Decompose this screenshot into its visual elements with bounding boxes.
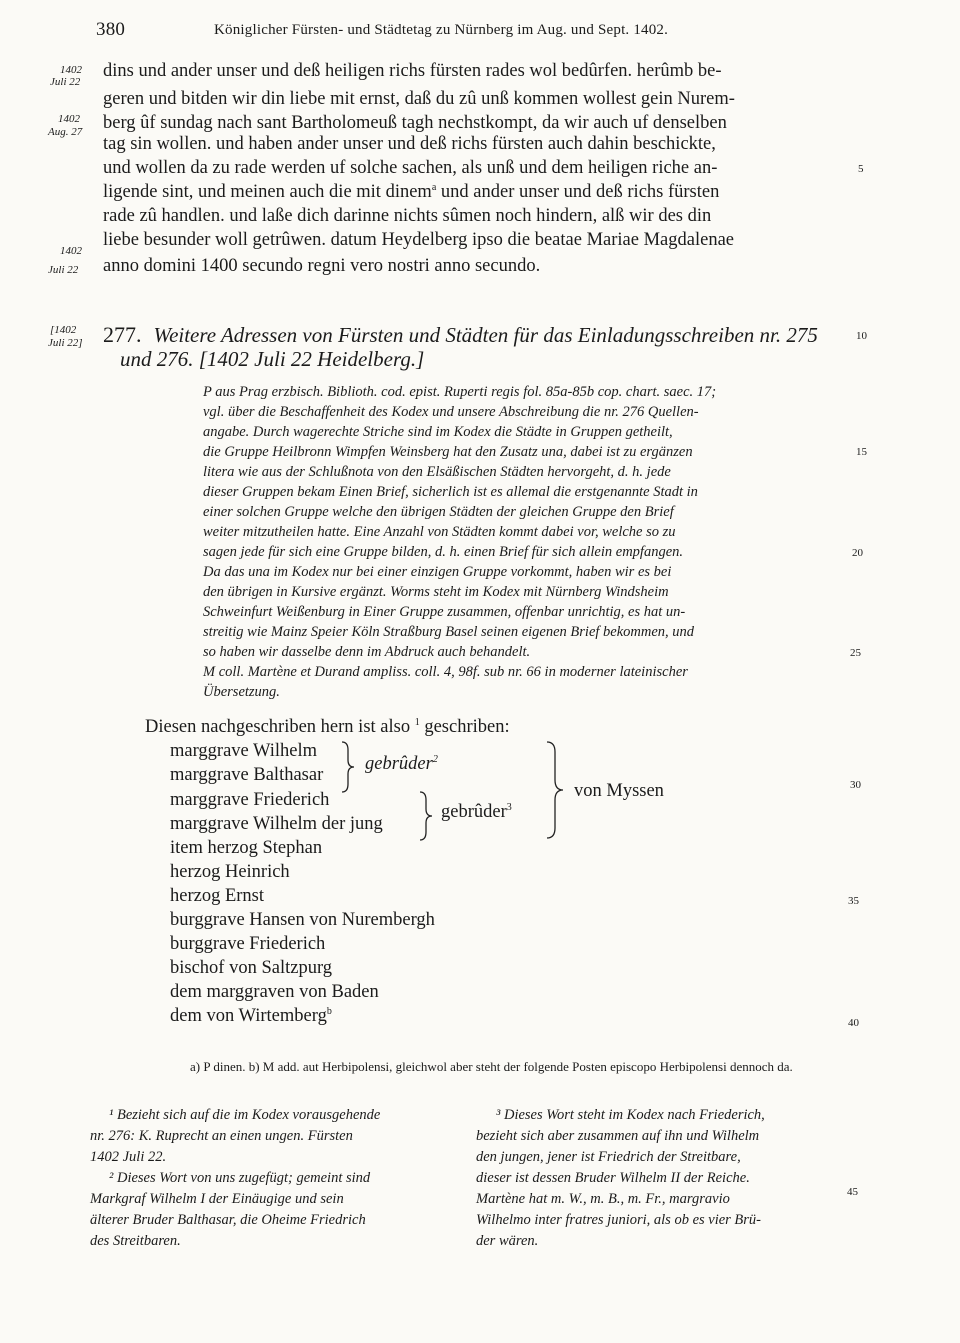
document-heading [103,322,818,348]
apparatus-note: a) P dinen. b) M add. aut Herbipolensi, gleichwol aber steht der folgende Posten episcopo Herbipolensi dennoch da. [190,1059,793,1074]
margin-date: Juli 22 [50,76,81,88]
margin-date: 1402 [60,64,82,76]
source-note: den übrigen in Kursive ergänzt. Worms steht im Kodex mit Nürnberg Windsheim [203,584,669,600]
text-line: geren und bitden wir din liebe mit ernst, daß du zû unß kommen wollest gein Nurem- [103,89,735,109]
source-note: einer solchen Gruppe welche den übrigen Städten der gleichen Gruppe den Brief [203,504,674,520]
margin-date: Juli 22] [48,337,83,349]
source-note: Übersetzung. [203,684,280,700]
addressee: marggrave Friederich [170,790,330,810]
text-line: tag sin wollen. und haben ander unser und deß richs fürsten auch dahin beschickte, [103,134,716,154]
source-note: M coll. Martène et Durand ampliss. coll. 4, 98f. sub nr. 66 in moderner lateinischer [203,664,688,680]
source-note: angabe. Durch wagerechte Striche sind im Kodex die Städte in Gruppen getheilt, [203,424,673,440]
addressee [170,1006,332,1027]
bracket-label-text: gebrûder [365,754,433,774]
source-note: sagen jede für sich eine Gruppe bilden, d. h. einen Brief für sich allein empfangen. [203,544,684,560]
footnote-mark: 2 [432,753,438,765]
text-segment: und ander unser und deß richs fürsten [440,182,720,202]
line-number: 45 [847,1186,858,1198]
brace-small-2 [414,788,444,844]
footnote-right: Martène hat m. W., m. B., m. Fr., margravio [476,1191,730,1207]
page-number: 380 [96,19,126,40]
footnote-left: älterer Bruder Balthasar, die Oheime Friedrich [90,1212,366,1228]
footnote-right: bezieht sich aber zusammen auf ihn und Wilhelm [476,1128,760,1144]
addressee: bischof von Saltzpurg [170,958,333,978]
document-title: Weitere Adressen von Fürsten und Städten für das Einladungsschreiben nr. 275 [153,323,818,347]
source-note: P aus Prag erzbisch. Biblioth. cod. epist. Ruperti regis fol. 85a-85b cop. chart. saec. 17; [203,384,717,400]
addressee: marggrave Wilhelm der jung [170,814,383,834]
line-number: 5 [858,163,864,175]
text-line: und wollen da zu rade werden uf solche sachen, als unß und dem heiligen riche an- [103,158,718,178]
line-number: 35 [848,895,859,907]
footnote-left: Markgraf Wilhelm I der Einäugige und sein [90,1191,344,1207]
apparatus-mark: b [326,1005,332,1017]
bracket-label-text: gebrûder [441,802,507,822]
source-note: Schweinfurt Weißenburg in Einer Gruppe zusammen, offenbar unrichtig, es hat un- [203,604,686,620]
line-number: 10 [856,330,867,342]
source-note: weiter mitzutheilen hatte. Eine Anzahl von Städten kommt dabei vor, welche so zu [203,524,676,540]
addressee: dem marggraven von Baden [170,982,379,1002]
document-number: 277. [103,322,142,347]
text-line: dins und ander unser und deß heiligen richs fürsten rades wol bedûrfen. herûmb be- [103,61,722,81]
bracket-label-gebrueder-2 [365,754,438,775]
footnote-right: Wilhelmo inter fratres juniori, als ob es vier Brü- [476,1212,762,1228]
source-note: Da das una im Kodex nur bei einer einzigen Gruppe vorkommt, haben wir es bei [203,564,672,580]
margin-date: [1402 [50,324,77,336]
addressee: herzog Ernst [170,886,265,906]
document-title-line2: und 276. [1402 Juli 22 Heidelberg.] [120,347,425,371]
footnote-left: ¹ Bezieht sich auf die im Kodex vorausgehende [109,1107,381,1123]
line-number: 30 [850,779,861,791]
addressee: marggrave Wilhelm [170,741,318,761]
text-line: berg ûf sundag nach sant Bartholomeuß tagh nechstkompt, da wir auch uf denselben [103,113,727,133]
footnote-left: nr. 276: K. Ruprecht an einen ungen. Fürsten [90,1128,353,1144]
address-intro [145,717,510,738]
text-line [103,182,719,203]
address-intro-end: geschriben: [424,717,510,737]
line-number: 20 [852,547,863,559]
footnote-right: ³ Dieses Wort steht im Kodex nach Friederich, [496,1107,765,1123]
text-line: anno domini 1400 secundo regni vero nostri anno secundo. [103,256,541,276]
footnote-left: des Streitbaren. [90,1233,181,1249]
source-note: vgl. über die Beschaffenheit des Kodex und unsere Abschreibung die nr. 276 Quellen- [203,404,699,420]
margin-date: 1402 [60,245,82,257]
running-title: Königlicher Fürsten- und Städtetag zu Nürnberg im Aug. und Sept. 1402. [214,22,669,38]
margin-date: Juli 22 [48,264,79,276]
brace-large [541,738,575,842]
addressee: marggrave Balthasar [170,765,324,785]
line-number: 25 [850,647,861,659]
source-note: dieser Gruppen bekam Einen Brief, sicherlich ist es allemal die erstgenannte Stadt in [203,484,698,500]
brace-small-1 [336,738,366,796]
text-line: liebe besunder woll getrûwen. datum Heydelberg ipso die beatae Mariae Magdalenae [103,230,734,250]
address-intro-text: Diesen nachgeschriben hern ist also [145,717,411,737]
margin-date: Aug. 27 [48,126,83,138]
source-note: streitig wie Mainz Speier Köln Straßburg Basel seinen eigenen Brief bekommen, und [203,624,695,640]
bracket-label-gebrueder-3 [441,802,512,823]
line-number: 15 [856,446,867,458]
source-note: so haben wir dasselbe denn im Abdruck auch behandelt. [203,644,531,660]
addressee: burggrave Hansen von Nurembergh [170,910,435,930]
footnote-mark: 1 [414,716,420,728]
footnote-left: ² Dieses Wort von uns zugefügt; gemeint sind [109,1170,371,1186]
line-number: 40 [848,1017,859,1029]
addressee: herzog Heinrich [170,862,290,882]
text-segment: ligende sint, und meinen auch die mit dinem [103,182,432,202]
footnote-right: der wären. [476,1233,539,1249]
bracket-label-von-myssen: von Myssen [574,781,664,801]
footnote-mark: 3 [506,801,512,813]
footnote-left: 1402 Juli 22. [90,1149,167,1165]
addressee-text: dem von Wirtemberg [170,1006,327,1026]
margin-date: 1402 [58,113,80,125]
source-note: litera wie aus der Schlußnota von den Elsäßischen Städten hervorgeht, d. h. jede [203,464,671,480]
addressee: item herzog Stephan [170,838,323,858]
footnote-right: dieser ist dessen Bruder Wilhelm II der Reiche. [476,1170,750,1186]
footnote-right: den jungen, jener ist Friedrich der Streitbare, [476,1149,741,1165]
text-line: rade zû handlen. und laße dich darinne nichts sûmen noch hindern, alß wir des din [103,206,712,226]
apparatus-mark: a [431,181,437,193]
addressee: burggrave Friederich [170,934,326,954]
source-note: die Gruppe Heilbronn Wimpfen Weinsberg hat den Zusatz una, dabei ist zu ergänzen [203,444,693,460]
